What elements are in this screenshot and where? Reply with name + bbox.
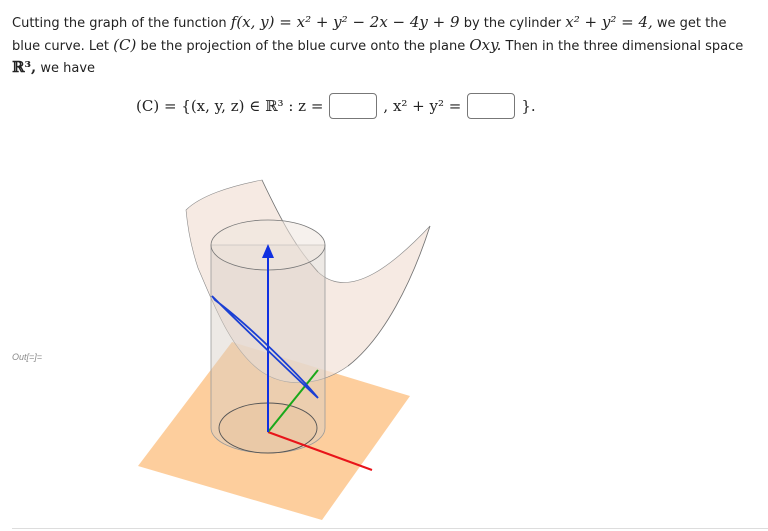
function-formula: x² + y² − 2x − 4y + 9 bbox=[296, 13, 460, 31]
problem-text: be the projection of the blue curve onto the plane bbox=[136, 38, 470, 54]
plane-name: Oxy. bbox=[469, 35, 502, 54]
cylinder-equation: x² + y² = 4, bbox=[565, 13, 653, 31]
equals-sign: = bbox=[274, 13, 297, 31]
divider bbox=[12, 528, 768, 529]
problem-text: we have bbox=[36, 61, 96, 76]
problem-text: we get the blue curve. Let bbox=[12, 16, 727, 54]
curve-name: (C) bbox=[113, 35, 137, 54]
space-symbol: ℝ³, bbox=[12, 58, 37, 76]
set-definition-mid: , x² + y² = bbox=[383, 97, 462, 115]
problem-text: by the cylinder bbox=[459, 16, 566, 31]
function-name: f(x, y) bbox=[230, 13, 275, 31]
set-definition-end: }. bbox=[521, 97, 536, 115]
problem-text: Then in the three dimensional space bbox=[501, 38, 744, 54]
output-label: Out[=]= bbox=[12, 352, 43, 362]
set-definition-lhs: (C) = {(x, y, z) ∈ ℝ³ : z = bbox=[136, 97, 324, 115]
problem-text: Cutting the graph of the function bbox=[12, 16, 231, 31]
